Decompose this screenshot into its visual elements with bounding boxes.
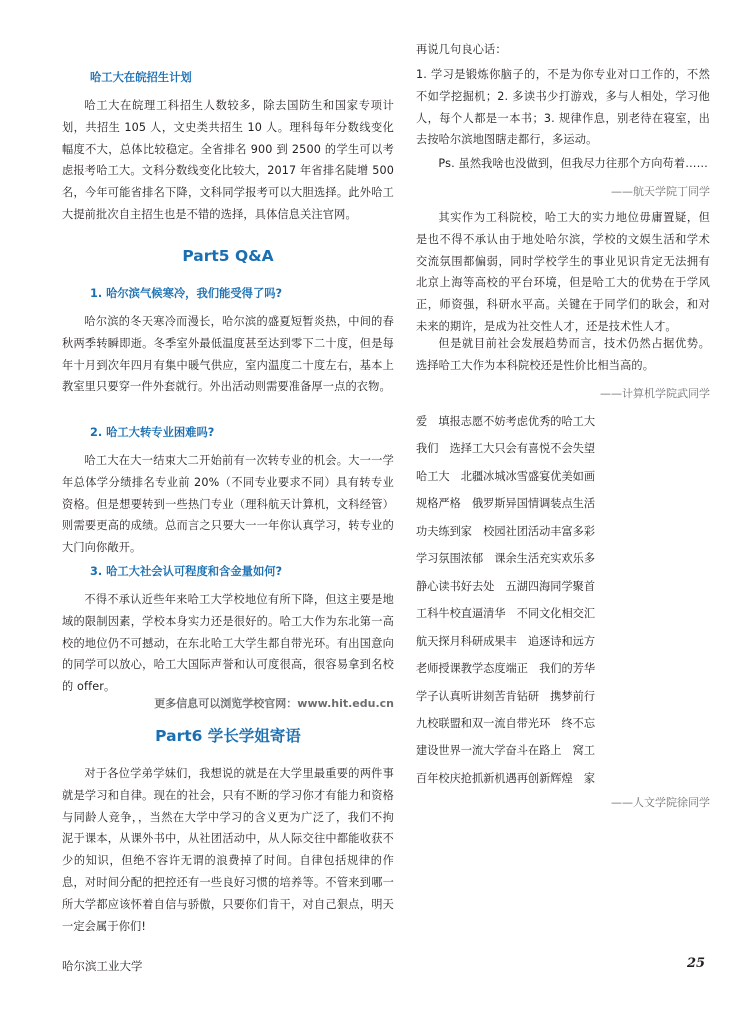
- question-2: 2. 哈工大转专业困难吗?: [90, 426, 215, 439]
- poem-line: 学子认真听讲刻苦肯钻研 携梦前行: [416, 689, 596, 703]
- answer-3-paragraph: [62, 589, 394, 698]
- poem-line: 九校联盟和双一流自带光环 终不忘: [416, 716, 596, 730]
- para2-block: [416, 207, 710, 338]
- footer-school-name: 哈尔滨工业大学: [62, 959, 143, 973]
- poem-line: 功夫练到家 校园社团活动丰富多彩: [416, 524, 596, 538]
- answer-2-paragraph: [62, 450, 394, 559]
- poem-line: 规格严格 俄罗斯异国情调装点生活: [416, 497, 596, 511]
- page-number: 25: [687, 956, 706, 971]
- answer-1-text: 哈尔滨的冬天寒冷而漫长，哈尔滨的盛夏短暂炎热，中间的春秋两季转瞬即逝。冬季室外最低温度甚至达到零下二十度，但是每年十月到次年四月有集中暖气供应，室内温度二十度左右，基本上教室里只要穿一件外套就行。外出活动则需要准备厚一点的衣物。: [62, 315, 394, 394]
- right-intro: [416, 39, 710, 61]
- more-info-link: 更多信息可以浏览学校官网：www.hit.edu.cn: [154, 697, 394, 710]
- poem-line: 老师授课教学态度端正 我们的芳华: [416, 662, 596, 676]
- answer-1-paragraph: [62, 311, 394, 398]
- part6-title: Part6 学长学姐寄语: [155, 727, 301, 745]
- poem-line: 工科牛校直逼清华 不同文化相交汇: [416, 607, 596, 621]
- poem-line: 学习氛围浓郁 课余生活充实欢乐多: [416, 552, 596, 566]
- part5-title: Part5 Q&A: [182, 247, 274, 265]
- signature-1: ——航天学院丁同学: [611, 185, 710, 198]
- advice-paragraph: [416, 64, 710, 151]
- signature-2: ——计算机学院武同学: [600, 387, 710, 400]
- part6-text: 对于各位学弟学妹们，我想说的就是在大学里最重要的两件事就是学习和自律。现在的社会，只有不断的学习你才有能力和资格与同龄人竞争，，当然在大学中学习的含义更为广泛了，我们不拘泥于课本，从课外书中，从社团活动中，从人际交往中都能收获不少的知识，但绝不容许无谓的浪费掉了时间。自律包括规律的作息，对时间分配的把控还有一些良好习惯的培养等。不管来到哪一所大学都应该怀着自信与骄傲，只要你们肯干，对自己狠点，明天一定会属于你们!: [62, 767, 394, 933]
- poem-line: 我们 选择工大只会有喜悦不会失望: [416, 442, 596, 456]
- part6-paragraph: [62, 763, 394, 937]
- heading-anhui-plan: 哈工大在皖招生计划: [90, 71, 192, 84]
- answer-3-text: 不得不承认近些年来哈工大学校地位有所下降，但这主要是地域的限制因素，学校本身实力还是很好的。哈工大作为东北第一高校的地位仍不可撼动，在东北哈工大学生都自带光环。有出国意向的同学可以放心，哈工大国际声誉和认可度很高，很容易拿到名校的 offer。: [62, 593, 394, 694]
- poem-line: 爱 填报志愿不妨考虑优秀的哈工大: [416, 415, 596, 428]
- para3-block: [416, 333, 710, 377]
- acrostic-poem: [416, 408, 710, 792]
- para3-text: 但是就目前社会发展趋势而言，技术仍然占据优势。选择哈工大作为本科院校还是性价比相当高的。: [416, 337, 710, 372]
- anhui-plan-paragraph: [62, 95, 394, 226]
- answer-2-text: 哈工大在大一结束大二开始前有一次转专业的机会。大一一学年总体学分绩排名专业前 20%（不同专业要求不同）具有转专业资格。但是想要转到一些热门专业（理科航天计算机，文科经管）则需要更高的成绩。总而言之只要大一一年你认真学习，转专业的大门向你敞开。: [62, 454, 394, 555]
- poem-line: 百年校庆抢抓新机遇再创新辉煌 家: [416, 771, 596, 785]
- question-1: 1. 哈尔滨气候寒冷，我们能受得了吗?: [90, 287, 283, 300]
- ps-text: Ps. 虽然我啥也没做到，但我尽力往那个方向苟着……: [438, 157, 708, 170]
- poem-line: 航天探月科研成果丰 追逐诗和远方: [416, 634, 596, 648]
- ps-paragraph: [416, 153, 710, 175]
- poem-line: 静心读书好去处 五湖四海同学聚首: [416, 579, 596, 593]
- signature-3: ——人文学院徐同学: [611, 796, 710, 809]
- anhui-plan-text: 哈工大在皖理工科招生人数较多，除去国防生和国家专项计划，共招生 105 人，文史类共招生 10 人。理科每年分数线变化幅度不大，总体比较稳定。全省排名 900 到 2500 的学生可以考虑报考哈工大。文科分数线变化比较大，2017 年省排名陡增 500 名，今年可能省排名下降，文科同学报考可以大胆选择。此外哈工大提前批次自主招生也是不错的选择，具体信息关注官网。: [62, 99, 394, 221]
- poem-line: 建设世界一流大学奋斗在路上 窝工: [416, 744, 596, 758]
- para2-text: 其实作为工科院校，哈工大的实力地位毋庸置疑，但是也不得不承认由于地处哈尔滨，学校的文娱生活和学术交流氛围都偏弱，同时学校学生的事业见识肯定无法拥有北京上海等高校的平台环境，但是哈工大的优势在于学风正，师资强，科研水平高。关键在于同学们的耿会，和对未来的期许，是成为社交性人才，还是技术性人才。: [416, 211, 710, 333]
- intro-text: 再说几句良心话：: [416, 43, 507, 56]
- poem-line: 哈工大 北疆冰城冰雪盛宴优美如画: [416, 469, 596, 483]
- advice-text: 1. 学习是锻炼你脑子的，不是为你专业对口工作的，不然不如学挖掘机；2. 多读书少打游戏，多与人相处，学习他人，每个人都是一本书；3. 规律作息，别老待在寝室，出去按哈尔滨地图瞎走都行，多运动。: [416, 68, 710, 147]
- question-3: 3. 哈工大社会认可程度和含金量如何?: [90, 565, 283, 578]
